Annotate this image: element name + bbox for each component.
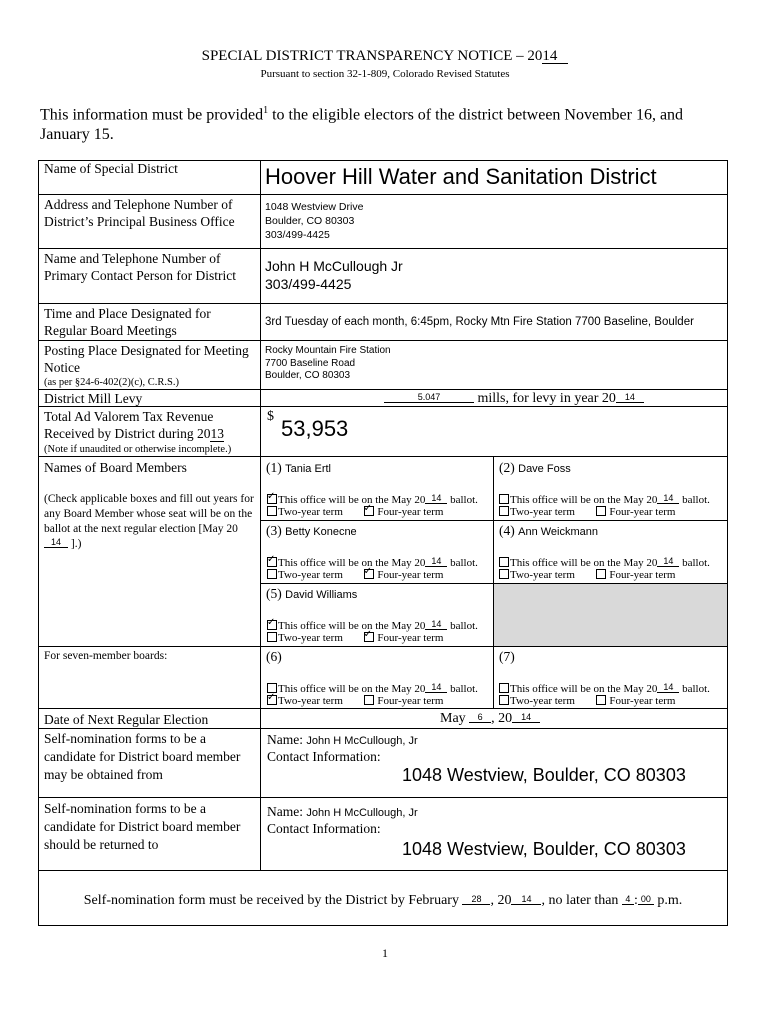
member-1: (1) Tania Ertl	[266, 460, 331, 475]
dollar-sign: $	[267, 409, 274, 424]
member-4-two-year-checkbox[interactable]	[499, 569, 509, 579]
member-7-ballot: This office will be on the May 20 14 ballot.	[499, 682, 710, 696]
member-7-two-year-checkbox[interactable]	[499, 695, 509, 705]
address-value: 1048 Westview Drive Boulder, CO 80303 303/499-4425	[265, 201, 364, 241]
member-1-terms: Two-year term ✓ Four-year term	[267, 506, 443, 519]
member-4-four-year-checkbox[interactable]	[596, 569, 606, 579]
intro-text: This information must be provided$^1$ to the eligible electors of the district between November 16, and January 15.	[40, 105, 684, 144]
member-6-terms: ✓Two-year term Four-year term	[267, 695, 443, 708]
label-board-note: (Check applicable boxes and fill out years for any Board Member whose seat will be on the ballot at the next regular election [May 2014 ].)	[44, 493, 254, 550]
empty-cell	[494, 584, 727, 646]
member-2-terms: Two-year term Four-year term	[499, 506, 675, 519]
member-5: (5) David Williams	[266, 586, 358, 601]
return-name-row: Name: John H McCullough, Jr	[267, 804, 418, 819]
member-4: (4) Ann Weickmann	[499, 523, 599, 538]
member-2-ballot-checkbox[interactable]	[499, 494, 509, 504]
label-revenue: Total Ad Valorem Tax Revenue Received by District during 2013	[44, 409, 224, 441]
label-district-name: Name of Special District	[44, 161, 178, 176]
member-5-ballot-checkbox[interactable]	[267, 620, 277, 630]
obtain-contact-label: Contact Information:	[267, 749, 381, 764]
member-2-two-year-checkbox[interactable]	[499, 506, 509, 516]
member-4-ballot-checkbox[interactable]	[499, 557, 509, 567]
district-name-value: Hoover Hill Water and Sanitation District	[265, 164, 657, 189]
next-election-value: May 6 , 20 14	[440, 710, 540, 727]
member-7-terms: Two-year term Four-year term	[499, 695, 675, 708]
label-forms-obtained: Self-nomination forms to be a candidate for District board member may be obtained from	[44, 731, 241, 782]
member-6-two-year-checkbox[interactable]	[267, 695, 277, 705]
member-3-ballot: ✓This office will be on the May 20 14 ballot.	[267, 556, 478, 570]
label-posting: Posting Place Designated for Meeting Notice	[44, 343, 249, 375]
member-6-four-year-checkbox[interactable]	[364, 695, 374, 705]
return-name-value: John H McCullough, Jr	[306, 807, 418, 819]
member-3-four-year-checkbox[interactable]	[364, 569, 374, 579]
label-address: Address and Telephone Number of District’s Principal Business Office	[44, 197, 235, 229]
member-4-ballot: This office will be on the May 20 14 ballot.	[499, 556, 710, 570]
obtain-name-row: Name: John H McCullough, Jr	[267, 732, 418, 747]
member-4-terms: Two-year term Four-year term	[499, 569, 675, 582]
member-7: (7)	[499, 649, 515, 664]
levy-year-value: 14	[616, 392, 644, 403]
contact-value: John H McCullough Jr 303/499-4425	[265, 258, 403, 292]
label-mill-levy: District Mill Levy	[44, 391, 143, 406]
member-5-ballot: ✓This office will be on the May 20 14 ballot.	[267, 619, 478, 633]
return-contact-label: Contact Information:	[267, 821, 381, 836]
member-6-ballot: This office will be on the May 20 14 ballot.	[267, 682, 478, 696]
posting-value: Rocky Mountain Fire Station 7700 Baseline Road Boulder, CO 80303	[265, 345, 391, 381]
label-meetings: Time and Place Designated for Regular Board Meetings	[44, 306, 211, 338]
member-1-two-year-checkbox[interactable]	[267, 506, 277, 516]
member-5-four-year-checkbox[interactable]	[364, 632, 374, 642]
label-posting-note: (as per §24-6-402(2)(c), C.R.S.)	[44, 377, 180, 388]
page-subtitle: Pursuant to section 32-1-809, Colorado Revised Statutes	[260, 68, 510, 80]
member-1-ballot: ✓This office will be on the May 20 14 ballot.	[267, 493, 478, 507]
deadline-statement: Self-nomination form must be received by the District by February 28 , 20 14 , no later than 4 : 00 p.m.	[83, 893, 683, 908]
label-forms-returned: Self-nomination forms to be a candidate for District board member should be returned to	[44, 801, 241, 852]
member-2-ballot: This office will be on the May 20 14 ballot.	[499, 493, 710, 507]
member-7-ballot-checkbox[interactable]	[499, 683, 509, 693]
member-3-two-year-checkbox[interactable]	[267, 569, 277, 579]
revenue-year: 13	[210, 426, 224, 441]
mill-levy-value: 5.047	[384, 392, 474, 403]
member-1-four-year-checkbox[interactable]	[364, 506, 374, 516]
label-revenue-note: (Note if unaudited or otherwise incomplete.)	[44, 444, 232, 455]
member-3-terms: Two-year term ✓ Four-year term	[267, 569, 443, 582]
label-board: Names of Board Members	[44, 460, 187, 475]
obtain-name-value: John H McCullough, Jr	[306, 735, 418, 747]
member-3: (3) Betty Konecne	[266, 523, 357, 538]
return-contact-value: 1048 Westview, Boulder, CO 80303	[402, 839, 686, 859]
member-1-ballot-checkbox[interactable]	[267, 494, 277, 504]
page-title: SPECIAL DISTRICT TRANSPARENCY NOTICE – 2014	[0, 48, 770, 65]
label-contact: Name and Telephone Number of Primary Contact Person for District	[44, 251, 236, 283]
label-seven-member: For seven-member boards:	[44, 650, 168, 662]
member-2-four-year-checkbox[interactable]	[596, 506, 606, 516]
member-6: (6)	[266, 649, 282, 664]
mill-levy-row: 5.047 mills, for levy in year 20 14	[384, 390, 644, 407]
member-2: (2) Dave Foss	[499, 460, 571, 475]
label-next-election: Date of Next Regular Election	[44, 712, 209, 727]
meetings-value: 3rd Tuesday of each month, 6:45pm, Rocky Mtn Fire Station 7700 Baseline, Boulder	[265, 316, 694, 328]
revenue-value: 53,953	[281, 416, 349, 441]
member-3-ballot-checkbox[interactable]	[267, 557, 277, 567]
title-year: 14	[542, 49, 568, 64]
obtain-contact-value: 1048 Westview, Boulder, CO 80303	[402, 765, 686, 785]
member-7-four-year-checkbox[interactable]	[596, 695, 606, 705]
member-5-two-year-checkbox[interactable]	[267, 632, 277, 642]
page-number: 1	[382, 946, 388, 960]
member-5-terms: Two-year term ✓ Four-year term	[267, 632, 443, 645]
